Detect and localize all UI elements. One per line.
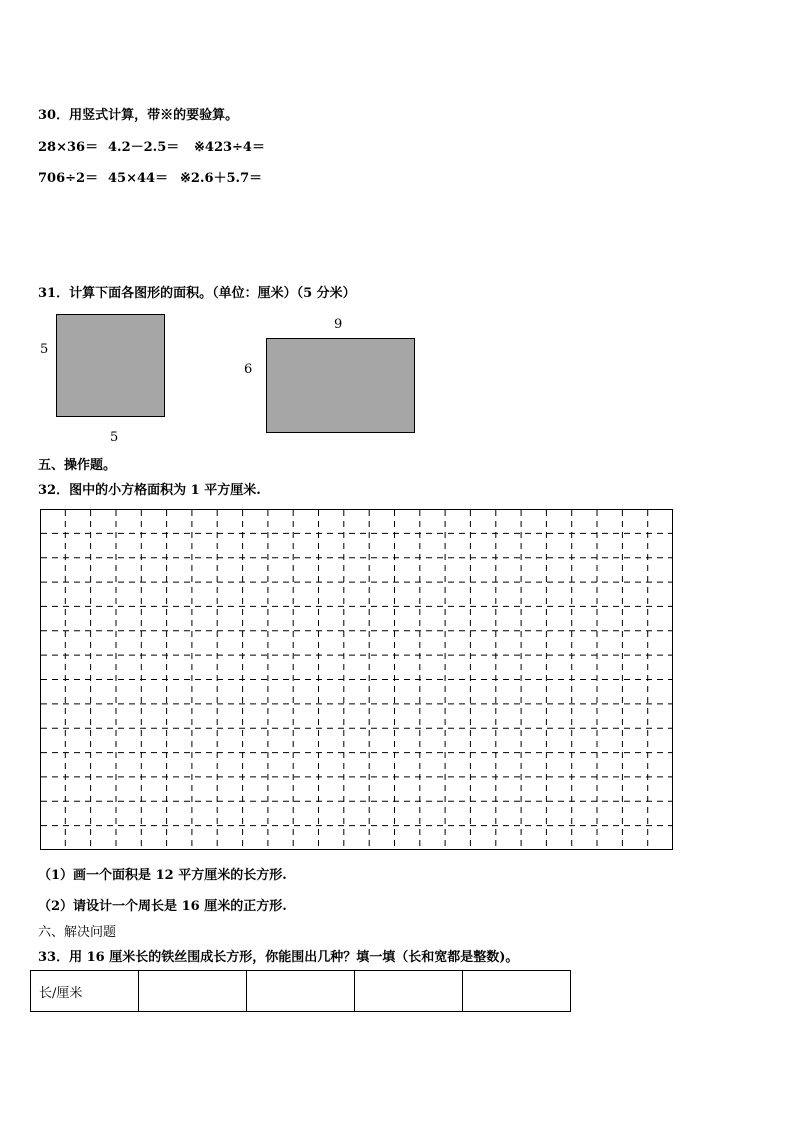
rect-top-label: 9 [334, 317, 343, 332]
square-bottom-label: 5 [110, 430, 119, 445]
table-header-length: 长/厘米 [31, 971, 139, 1012]
section-6-heading: 六、解决问题 [38, 925, 117, 940]
q31-title: 31．计算下面各图形的面积。（单位：厘米）（5 分米） [38, 286, 356, 301]
answer-cell[interactable] [355, 971, 463, 1012]
answer-table [30, 970, 571, 1012]
section-5-heading: 五、操作题。 [38, 458, 117, 473]
q30-item-5: 45×44＝ [108, 171, 169, 186]
q30-item-1: 28×36＝ [38, 140, 99, 155]
answer-cell[interactable] [463, 971, 571, 1012]
q32-title: 32．图中的小方格面积为 1 平方厘米. [38, 483, 261, 498]
q30-item-2: 4.2－2.5＝ [108, 140, 180, 155]
q32-task-1: （1）画一个面积是 12 平方厘米的长方形. [38, 868, 287, 883]
answer-cell[interactable] [139, 971, 247, 1012]
rectangle-shape [266, 338, 415, 433]
q30-item-3: ※423÷4＝ [194, 140, 265, 155]
square-left-label: 5 [40, 342, 49, 357]
table-row [31, 971, 571, 1012]
q30-item-6: ※2.6＋5.7＝ [180, 171, 263, 186]
q33-title: 33．用 16 厘米长的铁丝围成长方形，你能围出几种？填一填（长和宽都是整数)。 [38, 950, 519, 965]
q30-item-4: 706÷2＝ [38, 171, 99, 186]
square-shape [56, 314, 165, 417]
grid-border [41, 510, 673, 850]
q30-title: 30．用竖式计算，带※的要验算。 [38, 108, 239, 123]
square-grid[interactable] [40, 509, 673, 850]
q32-task-2: （2）请设计一个周长是 16 厘米的正方形. [38, 899, 287, 914]
answer-cell[interactable] [247, 971, 355, 1012]
rect-left-label: 6 [244, 362, 253, 377]
